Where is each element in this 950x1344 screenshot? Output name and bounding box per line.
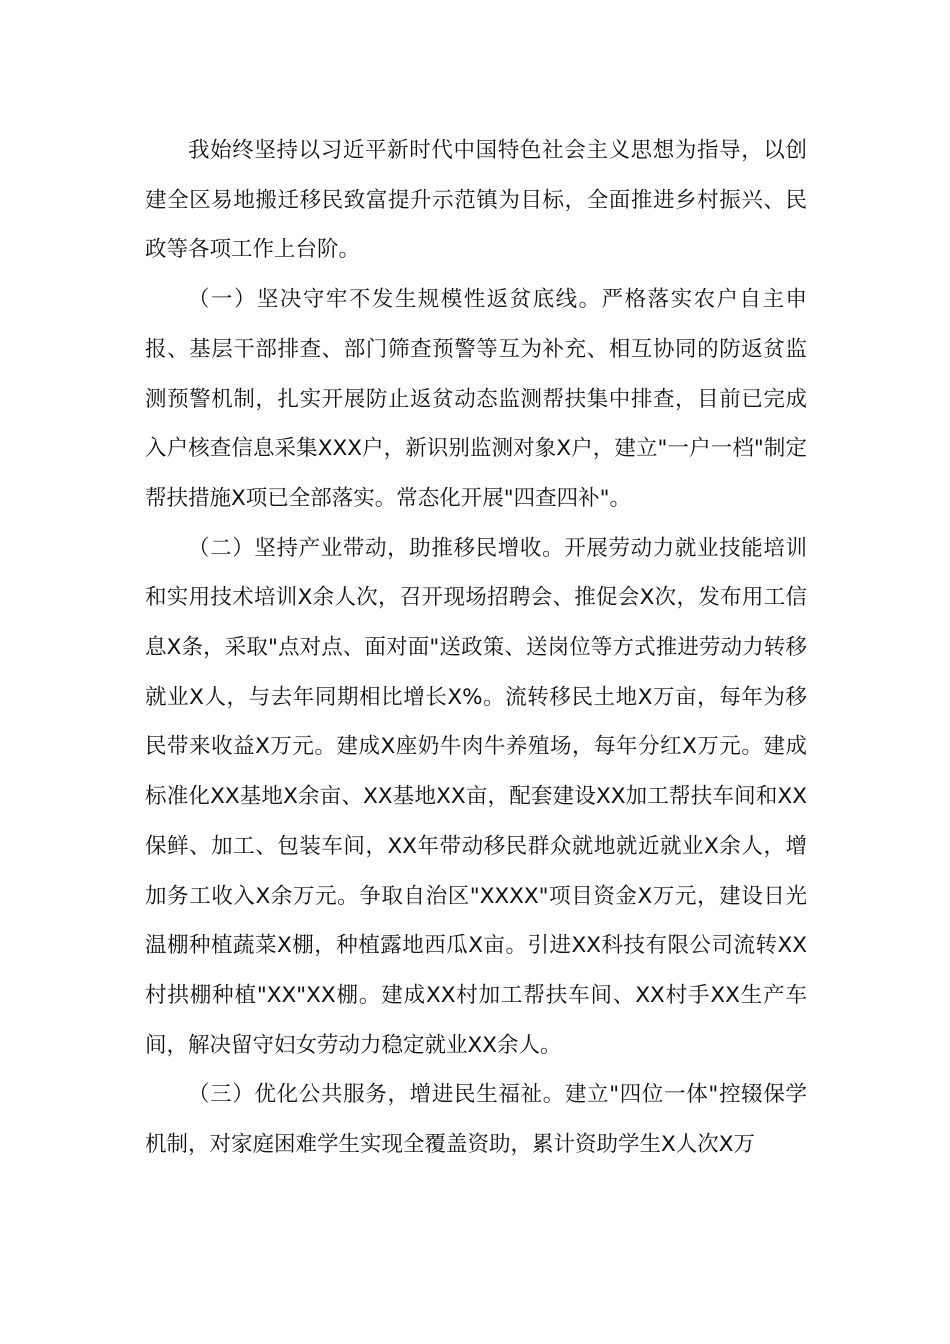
- document-body: [145, 126, 807, 1170]
- paragraph-intro: 我始终坚持以习近平新时代中国特色社会主义思想为指导，以创建全区易地搬迁移民致富提升示范镇为目标，全面推进乡村振兴、民政等各项工作上台阶。: [145, 138, 807, 263]
- paragraph-section-1: （一）坚决守牢不发生规模性返贫底线。严格落实农户自主申报、基层干部排查、部门筛查预警等互为补充、相互协同的防返贫监测预警机制，扎实开展防止返贫动态监测帮扶集中排查，目前已完成入户核查信息采集XXX户，新识别监测对象X户，建立"一户一档"制定帮扶措施X项已全部落实。常态化开展"四查四补"。: [145, 287, 807, 511]
- paragraph-section-2: （二）坚持产业带动，助推移民增收。开展劳动力就业技能培训和实用技术培训X余人次，召开现场招聘会、推促会X次，发布用工信息X条，采取"点对点、面对面"送政策、送岗位等方式推进劳动力转移就业X人，与去年同期相比增长X%。流转移民土地X万亩，每年为移民带来收益X万元。建成X座奶牛肉牛养殖场，每年分红X万元。建成标准化XX基地X余亩、XX基地XX亩，配套建设XX加工帮扶车间和XX保鲜、加工、包装车间，XX年带动移民群众就地就近就业X余人，增加务工收入X余万元。争取自治区"XXXX"项目资金X万元，建设日光温棚种植蔬菜X棚，种植露地西瓜X亩。引进XX科技有限公司流转XX村拱棚种植"XX"XX棚。建成XX村加工帮扶车间、XX村手XX生产车间，解决留守妇女劳动力稳定就业XX余人。: [145, 535, 807, 1058]
- paragraph-section-3: （三）优化公共服务，增进民生福祉。建立"四位一体"控辍保学机制，对家庭困难学生实现全覆盖资助，累计资助学生X人次X万: [145, 1082, 807, 1158]
